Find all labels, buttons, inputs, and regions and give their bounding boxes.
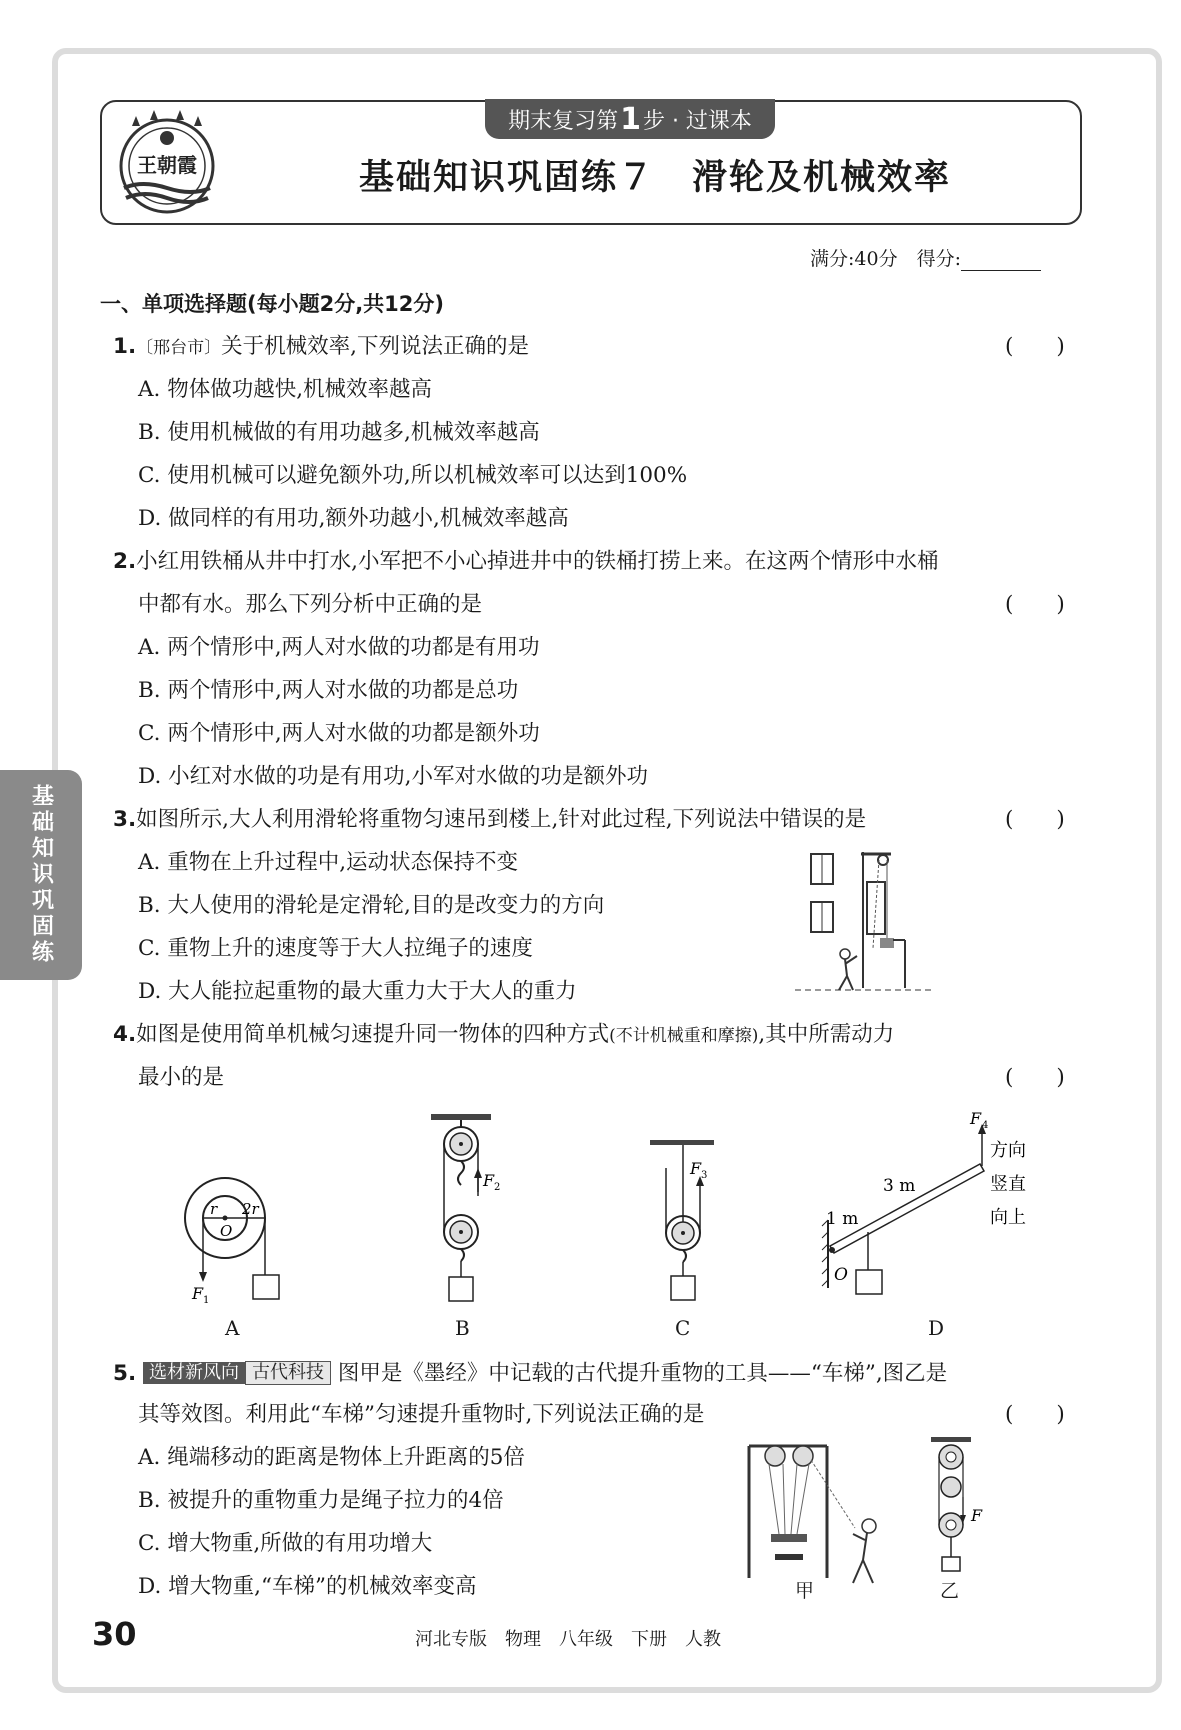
q4b-label-f-sub: 2 [494,1182,501,1193]
side-tab-label: 基础知识巩固练 [28,784,54,966]
tab-step-number: 1 [620,101,641,137]
q1-option-b: B. 使用机械做的有用功越多,机械效率越高 [138,420,540,445]
q4a-label-f: F [192,1284,204,1303]
q4d-label-dir2: 竖直 [990,1174,1026,1195]
q1-option-a: A. 物体做功越快,机械效率越高 [138,377,433,402]
q4-stem1b: (不计机械重和摩擦) [609,1026,759,1046]
q4-answer-paren[interactable]: ( ) [1005,1065,1065,1090]
side-tab [0,770,82,980]
q5-option-b: B. 被提升的重物重力是绳子拉力的4倍 [138,1488,504,1513]
q4c-label-f-sub: 3 [701,1170,708,1181]
q1-option-d: D. 做同样的有用功,额外功越小,机械效率越高 [138,506,569,531]
q5-yi-label-f: F [971,1506,983,1525]
q2-option-c: C. 两个情形中,两人对水做的功都是额外功 [138,721,540,746]
publisher-logo [112,108,222,218]
q1-stem [113,336,529,358]
q4-figure-b-pulley-block [425,1112,515,1307]
tab-suffix: 步 · 过课本 [642,108,752,134]
q4-number: 4. [113,1022,137,1047]
q5-option-c: C. 增大物重,所做的有用功增大 [138,1531,433,1556]
q4-stem1a: 如图是使用简单机械匀速提升同一物体的四种方式 [136,1022,610,1047]
q4d-label-f-sub: 4 [982,1120,989,1131]
q4a-label-o: O [220,1222,233,1240]
q4d-label-dir3: 向上 [990,1207,1026,1228]
q3-option-d: D. 大人能拉起重物的最大重力大于大人的重力 [138,979,577,1004]
q3-building-figure [795,848,940,1000]
q4-stem-line1 [113,1024,894,1046]
q4-label-a: A [225,1316,240,1340]
q2-option-b: B. 两个情形中,两人对水做的功都是总功 [138,678,519,703]
q3-option-a: A. 重物在上升过程中,运动状态保持不变 [138,850,519,875]
q3-stem-text: 如图所示,大人利用滑轮将重物匀速吊到楼上,针对此过程,下列说法中错误的是 [136,807,867,832]
q4d-label-o: O [834,1265,848,1285]
q5-tag-new-trend: 选材新风向 [143,1362,245,1384]
q2-stem1: 小红用铁桶从井中打水,小军把不小心掉进井中的铁桶打捞上来。在这两个情形中水桶 [136,549,939,574]
q3-number: 3. [113,807,137,832]
footer-info: 河北专版 物理 八年级 下册 人教 [415,1629,721,1650]
q3-option-b: B. 大人使用的滑轮是定滑轮,目的是改变力的方向 [138,893,605,918]
score-blank[interactable] [961,252,1041,271]
q5-figure-yi-equivalent [925,1435,995,1585]
q3-answer-paren[interactable]: ( ) [1005,807,1065,832]
q2-option-d: D. 小红对水做的功是有用功,小军对水做的功是额外功 [138,764,648,789]
q2-stem-line2: 中都有水。那么下列分析中正确的是 [138,592,483,617]
q5-figure-jia-cart-ladder [745,1438,885,1603]
q4-figure-a-wheel-axle [170,1160,290,1310]
score-label: 满分:40分 得分: [810,248,961,270]
q1-source: 〔邢台市〕 [136,338,222,358]
q5-answer-paren[interactable]: ( ) [1005,1402,1065,1427]
page-number: 30 [92,1615,137,1653]
q4d-label-dir1: 方向 [990,1140,1026,1161]
score-line [810,244,1041,271]
q4d-label-3m: 3 m [883,1176,916,1196]
q4-stem-line2: 最小的是 [138,1065,225,1090]
q4-figure-d-lever [818,1110,1048,1310]
q2-number: 2. [113,549,137,574]
q1-answer-paren[interactable]: ( ) [1005,334,1065,359]
q4-stem1c: ,其中所需动力 [758,1022,895,1047]
q5-stem1: 图甲是《墨经》中记载的古代提升重物的工具——“车梯”,图乙是 [337,1361,948,1386]
q4d-label-1m: 1 m [826,1209,859,1229]
review-step-tab [485,99,775,139]
q5-figure-yi-label: 乙 [940,1580,960,1602]
page-title: 基础知识巩固练７ 滑轮及机械效率 [358,158,951,198]
section-title: 一、单项选择题(每小题2分,共12分) [100,292,445,316]
q5-tag-ancient-tech: 古代科技 [245,1361,331,1385]
q5-option-d: D. 增大物重,“车梯”的机械效率变高 [138,1574,477,1599]
q1-stem-text: 关于机械效率,下列说法正确的是 [221,334,529,359]
q2-answer-paren[interactable]: ( ) [1005,592,1065,617]
q4-label-d: D [928,1316,945,1340]
q5-stem-line2: 其等效图。利用此“车梯”匀速提升重物时,下列说法正确的是 [138,1402,705,1427]
q5-stem-line1 [113,1361,947,1385]
q1-number: 1. [113,334,137,359]
logo-text: 王朝霞 [137,153,197,177]
q3-stem [113,809,866,831]
q2-option-a: A. 两个情形中,两人对水做的功都是有用功 [138,635,540,660]
q5-option-a: A. 绳端移动的距离是物体上升距离的5倍 [138,1445,525,1470]
q4b-label-f: F [483,1171,495,1190]
q5-figure-jia-label: 甲 [795,1580,815,1602]
q4a-label-2r: 2r [242,1200,259,1218]
q4-label-b: B [455,1316,470,1340]
q4d-label-f: F [970,1110,982,1128]
q4-figure-c-fixed-pulley [648,1138,738,1308]
q4a-label-r: r [210,1200,218,1218]
tab-prefix: 期末复习第 [508,108,619,134]
q1-option-c: C. 使用机械可以避免额外功,所以机械效率可以达到100% [138,463,688,488]
q4a-label-f-sub: 1 [203,1295,210,1306]
q3-option-c: C. 重物上升的速度等于大人拉绳子的速度 [138,936,533,961]
q5-number: 5. [113,1361,137,1386]
q2-stem-line1 [113,551,938,573]
q4c-label-f: F [690,1159,702,1178]
q4-label-c: C [675,1316,691,1340]
